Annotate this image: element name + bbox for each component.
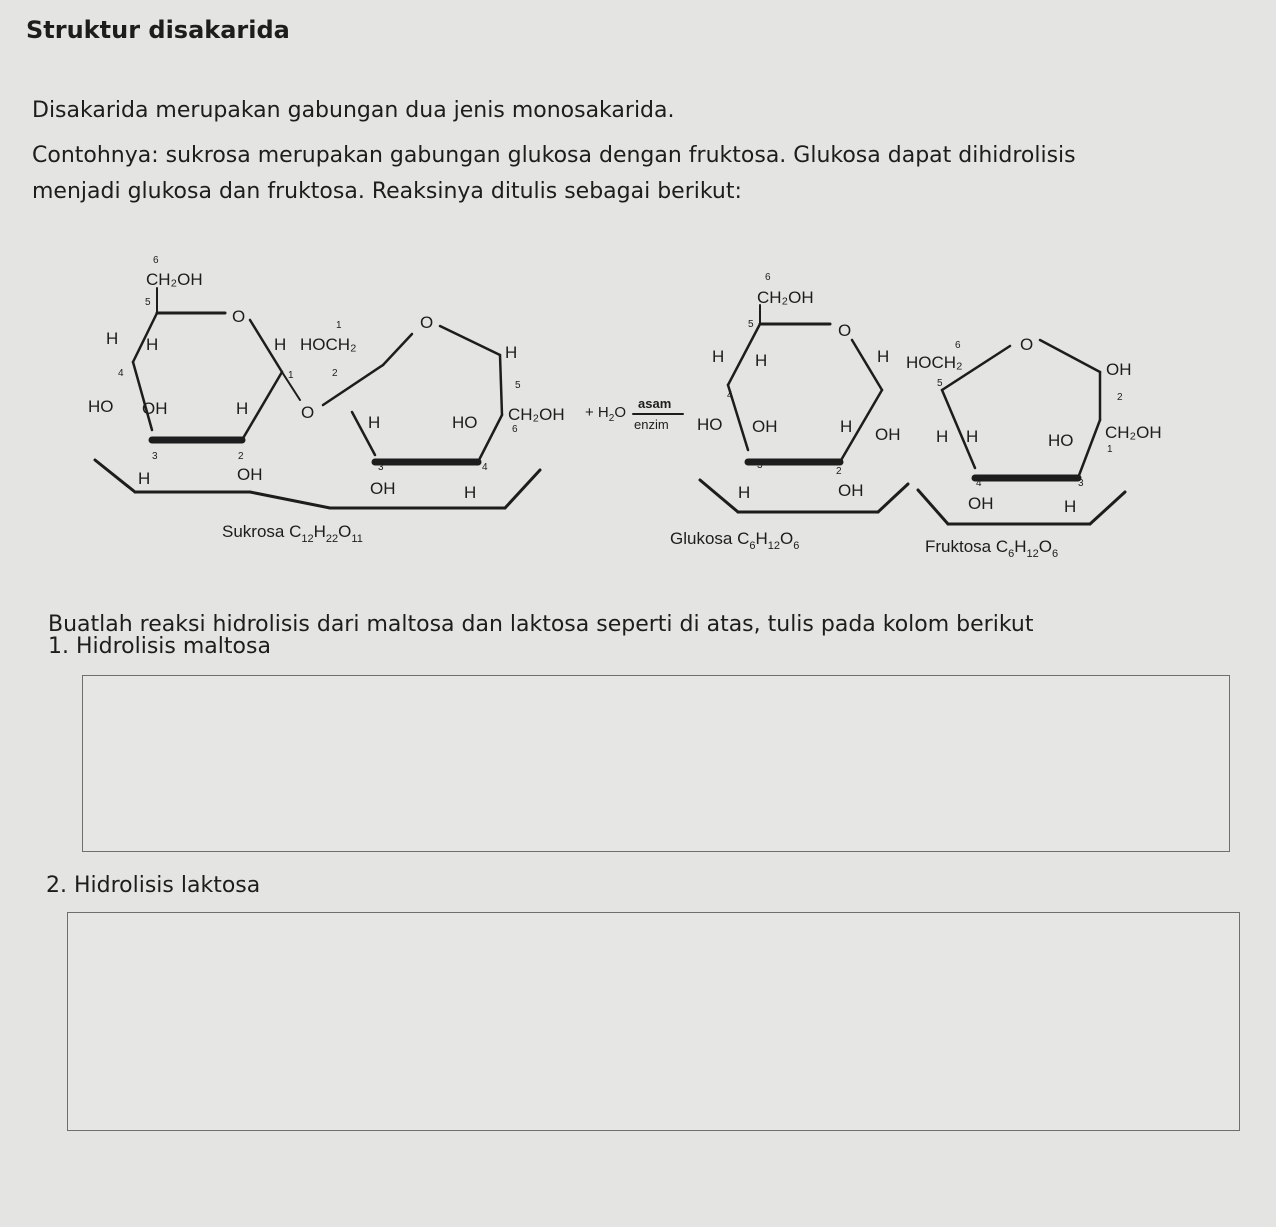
svg-text:HO: HO xyxy=(452,413,478,432)
svg-text:5: 5 xyxy=(515,380,521,391)
svg-text:OH: OH xyxy=(752,417,778,436)
svg-text:HO: HO xyxy=(1048,431,1074,450)
intro-line-2: Contohnya: sukrosa merupakan gabungan glukosa dengan fruktosa. Glukosa dapat dihidrolisis xyxy=(32,143,1076,168)
svg-text:6: 6 xyxy=(153,255,159,266)
svg-text:CH₂OH: CH₂OH xyxy=(146,270,203,289)
svg-text:2: 2 xyxy=(836,466,842,477)
svg-text:2: 2 xyxy=(238,451,244,462)
svg-text:4: 4 xyxy=(118,368,124,379)
svg-text:HO: HO xyxy=(88,397,114,416)
svg-text:HOCH₂: HOCH₂ xyxy=(906,353,963,372)
svg-text:3: 3 xyxy=(378,462,384,473)
svg-text:O: O xyxy=(1020,335,1034,354)
svg-text:3: 3 xyxy=(1078,478,1084,489)
section-heading: Struktur disakarida xyxy=(26,16,290,44)
svg-text:5: 5 xyxy=(145,297,151,308)
svg-text:6: 6 xyxy=(765,272,771,283)
svg-text:OH: OH xyxy=(968,494,994,513)
catalyst-enzyme-label: enzim xyxy=(634,417,669,432)
svg-text:3: 3 xyxy=(152,451,158,462)
question-lactose-label: 2. Hidrolisis laktosa xyxy=(46,873,261,898)
maltose-answer-box[interactable] xyxy=(82,675,1230,852)
intro-line-3: menjadi glukosa dan fruktosa. Reaksinya ditulis sebagai berikut: xyxy=(32,179,742,204)
svg-text:H: H xyxy=(106,329,119,348)
svg-text:HOCH₂: HOCH₂ xyxy=(300,335,357,354)
svg-text:H: H xyxy=(146,335,159,354)
svg-text:H: H xyxy=(738,483,751,502)
svg-text:O: O xyxy=(301,403,315,422)
svg-text:H: H xyxy=(840,417,853,436)
catalyst-acid-label: asam xyxy=(638,396,672,411)
svg-text:CH₂OH: CH₂OH xyxy=(508,405,565,424)
svg-text:1: 1 xyxy=(1107,444,1113,455)
svg-text:2: 2 xyxy=(1117,392,1123,403)
svg-text:HO: HO xyxy=(697,415,723,434)
svg-text:H: H xyxy=(1064,497,1077,516)
svg-text:5: 5 xyxy=(937,378,943,389)
svg-text:OH: OH xyxy=(1106,360,1132,379)
fructose-caption: Fruktosa $C_6H_{12}O_6$ xyxy=(925,537,1059,560)
intro-line-1: Disakarida merupakan gabungan dua jenis monosakarida. xyxy=(32,98,675,123)
svg-text:H: H xyxy=(936,427,949,446)
fructose-atom-labels xyxy=(906,335,1162,516)
svg-text:O: O xyxy=(232,307,246,326)
svg-text:O: O xyxy=(838,321,852,340)
sucrose-atom-labels xyxy=(88,255,565,502)
svg-text:H: H xyxy=(877,347,890,366)
svg-text:OH: OH xyxy=(237,465,263,484)
svg-text:5: 5 xyxy=(748,319,754,330)
svg-text:4: 4 xyxy=(727,390,733,401)
svg-text:H: H xyxy=(368,413,381,432)
glucose-caption: Glukosa $C_6H_{12}O_6$ xyxy=(670,529,800,552)
svg-text:OH: OH xyxy=(142,399,168,418)
svg-text:4: 4 xyxy=(976,478,982,489)
svg-text:OH: OH xyxy=(838,481,864,500)
svg-text:H: H xyxy=(966,427,979,446)
water-reagent: + $H_2O$ xyxy=(585,404,626,424)
glucose-ring xyxy=(700,305,908,512)
svg-text:H: H xyxy=(505,343,518,362)
svg-text:H: H xyxy=(138,469,151,488)
svg-text:1: 1 xyxy=(288,370,294,381)
svg-text:3: 3 xyxy=(757,460,763,471)
svg-text:OH: OH xyxy=(370,479,396,498)
svg-text:O: O xyxy=(420,313,434,332)
svg-text:H: H xyxy=(236,399,249,418)
question-maltose-label: 1. Hidrolisis maltosa xyxy=(48,634,271,659)
svg-text:6: 6 xyxy=(512,424,518,435)
sucrose-glucose-ring xyxy=(95,288,300,492)
svg-text:1: 1 xyxy=(336,320,342,331)
sucrose-caption: Sukrosa $C_{12}H_{22}O_{11}$ xyxy=(222,522,363,545)
svg-text:CH₂OH: CH₂OH xyxy=(757,288,814,307)
svg-text:2: 2 xyxy=(332,368,338,379)
svg-text:4: 4 xyxy=(482,462,488,473)
svg-text:OH: OH xyxy=(875,425,901,444)
svg-text:H: H xyxy=(274,335,287,354)
task-instruction: Buatlah reaksi hidrolisis dari maltosa dan laktosa seperti di atas, tulis pada kolom berikut xyxy=(48,612,1034,637)
svg-text:6: 6 xyxy=(955,340,961,351)
svg-text:H: H xyxy=(712,347,725,366)
svg-text:H: H xyxy=(755,351,768,370)
lactose-answer-box[interactable] xyxy=(67,912,1240,1131)
svg-text:H: H xyxy=(464,483,477,502)
hydrolysis-reaction-diagram xyxy=(0,0,1276,600)
svg-text:CH₂OH: CH₂OH xyxy=(1105,423,1162,442)
